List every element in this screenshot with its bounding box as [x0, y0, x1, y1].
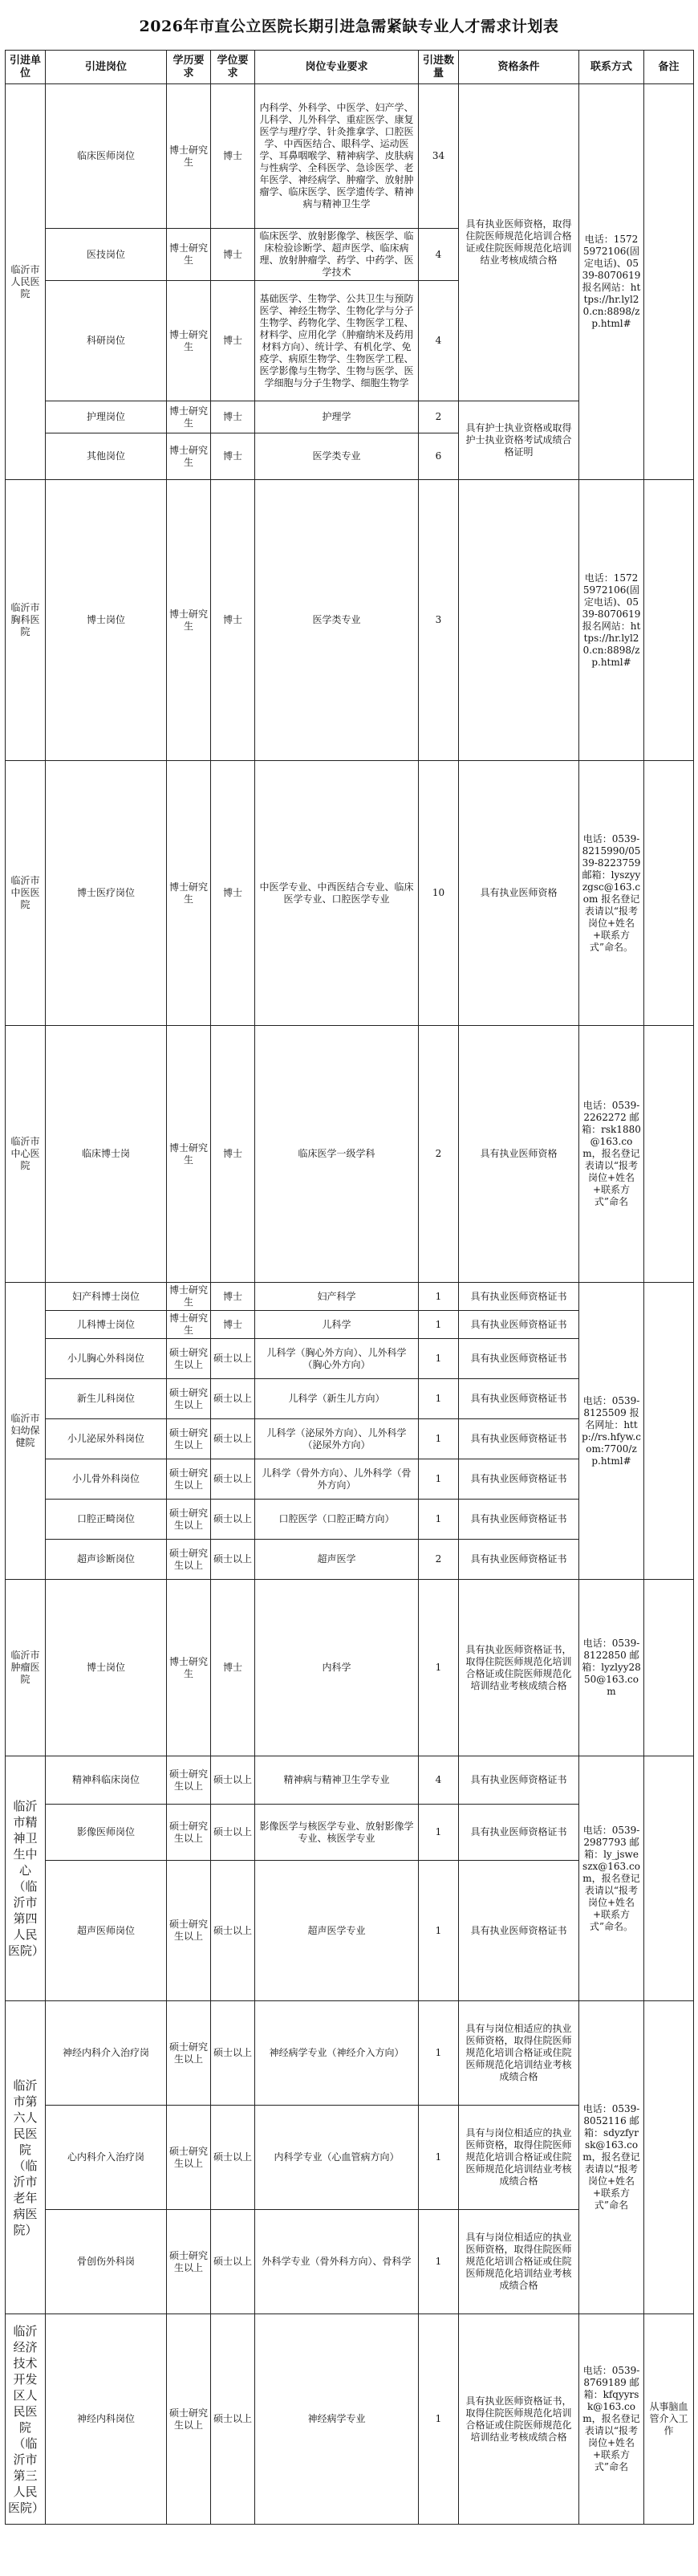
post-name: 神经内科介入治疗岗: [46, 2001, 167, 2106]
post-name: 科研岗位: [46, 281, 167, 401]
education-requirement: 硕士研究生以上: [167, 1379, 211, 1419]
major-requirement: 基础医学、生物学、公共卫生与预防医学、神经生物学、生物化学与分子生物学、药物化学、生物医学工程、材料学、应用化学（肿瘤纳米及药用材料方向）、统计学、有机化学、免疫学、病原生物学、生物医学工程、医学影像与生物学、生物与医学、医学细胞与分子生物学、细胞生物学: [255, 281, 419, 401]
header-contact: 联系方式: [579, 51, 644, 84]
hire-count: 1: [419, 1500, 459, 1540]
education-requirement: 博士研究生: [167, 1283, 211, 1311]
post-name: 心内科介入治疗岗: [46, 2106, 167, 2210]
degree-requirement: 博士: [211, 433, 255, 480]
unit-name: 临沂经济技术开发区人民医院（临沂市第三人民医院）: [6, 2314, 46, 2525]
degree-requirement: 硕士以上: [211, 1419, 255, 1459]
education-requirement: 硕士研究生以上: [167, 1540, 211, 1580]
qualification: 具有与岗位相适应的执业医师资格，取得住院医师规范化培训合格证或住院医师规范化培训结业考核成绩合格: [459, 2210, 579, 2314]
major-requirement: 儿科学（新生儿方向）: [255, 1379, 419, 1419]
remark: [644, 1283, 694, 1580]
post-name: 骨创伤外科岗: [46, 2210, 167, 2314]
qualification: 具有执业医师资格证书: [459, 1379, 579, 1419]
hire-count: 4: [419, 1756, 459, 1805]
education-requirement: 博士研究生: [167, 433, 211, 480]
education-requirement: 硕士研究生以上: [167, 2210, 211, 2314]
unit-name: 临沂市妇幼保健院: [6, 1283, 46, 1580]
degree-requirement: 博士: [211, 1283, 255, 1311]
post-name: 医技岗位: [46, 229, 167, 281]
table-row: [6, 761, 694, 1026]
contact-info: 电话：15725972106(固定电话)、0539-8070619 报名网站：https://hr.lyl20.cn:8898/zp.html#: [579, 480, 644, 761]
hire-count: 1: [419, 1861, 459, 2001]
document-title: 2026年市直公立医院长期引进急需紧缺专业人才需求计划表: [139, 18, 559, 35]
table-row: [6, 2314, 694, 2525]
hire-count: 1: [419, 2314, 459, 2525]
major-requirement: 儿科学（骨外方向）、儿外科学（骨外方向）: [255, 1459, 419, 1500]
major-requirement: 口腔医学（口腔正畸方向）: [255, 1500, 419, 1540]
unit-name: 临沂市第六人民医院（临沂市老年病医院）: [6, 2001, 46, 2314]
unit-name: 临沂市中医医院: [6, 761, 46, 1026]
major-requirement: 儿科学（胸心外方向）、儿外科学（胸心外方向）: [255, 1339, 419, 1379]
unit-name: 临沂市肿瘤医院: [6, 1580, 46, 1756]
hire-count: 4: [419, 281, 459, 401]
education-requirement: 硕士研究生以上: [167, 1861, 211, 2001]
hire-count: 6: [419, 433, 459, 480]
remark: [644, 1756, 694, 2001]
hire-count: 1: [419, 1580, 459, 1756]
post-name: 博士岗位: [46, 480, 167, 761]
education-requirement: 硕士研究生以上: [167, 1419, 211, 1459]
table-row: [6, 1026, 694, 1283]
education-requirement: 硕士研究生以上: [167, 1756, 211, 1805]
major-requirement: 医学类专业: [255, 480, 419, 761]
post-name: 影像医师岗位: [46, 1805, 167, 1861]
unit-name: 临沂市胸科医院: [6, 480, 46, 761]
degree-requirement: 硕士以上: [211, 1459, 255, 1500]
post-name: 小儿泌尿外科岗位: [46, 1419, 167, 1459]
hire-count: 1: [419, 1311, 459, 1339]
remark: [644, 1580, 694, 1756]
table-row: [6, 2001, 694, 2106]
qualification: 具有执业医师资格证书: [459, 1500, 579, 1540]
post-name: 博士医疗岗位: [46, 761, 167, 1026]
post-name: 新生儿科岗位: [46, 1379, 167, 1419]
qualification: 具有执业医师资格: [459, 761, 579, 1026]
hire-count: 4: [419, 229, 459, 281]
contact-info: 电话：0539-2987793 邮箱：ly_jsweszx@163.com，报名登记表请以“报考岗位+姓名+联系方式”命名。: [579, 1756, 644, 2001]
major-requirement: 神经病学专业: [255, 2314, 419, 2525]
major-requirement: 影像医学与核医学专业、放射影像学专业、核医学专业: [255, 1805, 419, 1861]
degree-requirement: 博士: [211, 401, 255, 433]
hire-count: 1: [419, 2001, 459, 2106]
qualification: 具有执业医师资格证书: [459, 1459, 579, 1500]
table-row: [6, 1580, 694, 1756]
post-name: 小儿胸心外科岗位: [46, 1339, 167, 1379]
hire-count: 10: [419, 761, 459, 1026]
major-requirement: 护理学: [255, 401, 419, 433]
hire-count: 1: [419, 2106, 459, 2210]
degree-requirement: 博士: [211, 1026, 255, 1283]
degree-requirement: 博士: [211, 229, 255, 281]
qualification: 具有执业医师资格证书，取得住院医师规范化培训合格证或住院医师规范化培训结业考核成绩合格: [459, 2314, 579, 2525]
qualification: 具有执业医师资格证书: [459, 1311, 579, 1339]
contact-info: 电话：0539-8125509 报名网址：http://rs.hfyw.com:7700/zp.html#: [579, 1283, 644, 1580]
qualification: 具有执业医师资格证书: [459, 1540, 579, 1580]
header-qualification: 资格条件: [459, 51, 579, 84]
table-row: [6, 84, 694, 229]
post-name: 护理岗位: [46, 401, 167, 433]
table-row: [6, 480, 694, 761]
hire-count: 1: [419, 1379, 459, 1419]
education-requirement: 硕士研究生以上: [167, 2106, 211, 2210]
degree-requirement: 硕士以上: [211, 1805, 255, 1861]
education-requirement: 博士研究生: [167, 1026, 211, 1283]
degree-requirement: 博士: [211, 1580, 255, 1756]
contact-info: 电话：0539-8769189 邮箱：kfqyyrsk@163.com，报名登记表请以“报考岗位+姓名+联系方式”命名: [579, 2314, 644, 2525]
degree-requirement: 硕士以上: [211, 1379, 255, 1419]
major-requirement: 儿科学: [255, 1311, 419, 1339]
header-education: 学历要求: [167, 51, 211, 84]
major-requirement: 中医学专业、中西医结合专业、临床医学专业、口腔医学专业: [255, 761, 419, 1026]
degree-requirement: 硕士以上: [211, 2106, 255, 2210]
degree-requirement: 博士: [211, 480, 255, 761]
qualification: 具有与岗位相适应的执业医师资格，取得住院医师规范化培训合格证或住院医师规范化培训结业考核成绩合格: [459, 2001, 579, 2106]
post-name: 超声医师岗位: [46, 1861, 167, 2001]
education-requirement: 硕士研究生以上: [167, 2314, 211, 2525]
education-requirement: 博士研究生: [167, 1311, 211, 1339]
post-name: 精神科临床岗位: [46, 1756, 167, 1805]
talent-plan-table: [5, 50, 694, 2525]
major-requirement: 临床医学一级学科: [255, 1026, 419, 1283]
hire-count: 1: [419, 1339, 459, 1379]
hire-count: 34: [419, 84, 459, 229]
degree-requirement: 硕士以上: [211, 1756, 255, 1805]
qualification: 具有执业医师资格证书: [459, 1419, 579, 1459]
education-requirement: 硕士研究生以上: [167, 1805, 211, 1861]
education-requirement: 博士研究生: [167, 761, 211, 1026]
degree-requirement: 硕士以上: [211, 2210, 255, 2314]
qualification: 具有护士执业资格或取得护士执业资格考试成绩合格证明: [459, 401, 579, 480]
major-requirement: 神经病学专业（神经介入方向）: [255, 2001, 419, 2106]
education-requirement: 博士研究生: [167, 480, 211, 761]
major-requirement: 内科学: [255, 1580, 419, 1756]
degree-requirement: 博士: [211, 84, 255, 229]
hire-count: 1: [419, 1419, 459, 1459]
post-name: 神经内科岗位: [46, 2314, 167, 2525]
header-unit: 引进单位: [6, 51, 46, 84]
post-name: 其他岗位: [46, 433, 167, 480]
degree-requirement: 硕士以上: [211, 1540, 255, 1580]
qualification: 具有执业医师资格证书，取得住院医师规范化培训合格证或住院医师规范化培训结业考核成绩合格: [459, 1580, 579, 1756]
qualification: 具有执业医师资格证书: [459, 1283, 579, 1311]
major-requirement: 超声医学专业: [255, 1861, 419, 2001]
header-count: 引进数量: [419, 51, 459, 84]
hire-count: 1: [419, 1805, 459, 1861]
education-requirement: 博士研究生: [167, 281, 211, 401]
remark: 从事脑血管介入工作: [644, 2314, 694, 2525]
education-requirement: 博士研究生: [167, 401, 211, 433]
post-name: 博士岗位: [46, 1580, 167, 1756]
education-requirement: 硕士研究生以上: [167, 1459, 211, 1500]
major-requirement: 超声医学: [255, 1540, 419, 1580]
unit-name: 临沂市人民医院: [6, 84, 46, 480]
hire-count: 2: [419, 1026, 459, 1283]
qualification: 具有执业医师资格: [459, 1026, 579, 1283]
table-row: [6, 1756, 694, 1805]
hire-count: 1: [419, 2210, 459, 2314]
remark: [644, 480, 694, 761]
education-requirement: 博士研究生: [167, 84, 211, 229]
header-row: [6, 51, 694, 84]
major-requirement: 内科学专业（心血管病方向）: [255, 2106, 419, 2210]
major-requirement: 内科学、外科学、中医学、妇产学、儿科学、儿外科学、重症医学、康复医学与理疗学、针灸推拿学、口腔医学、中西医结合、眼科学、运动医学、耳鼻咽喉学、精神病学、皮肤病与性病学、全科医学、急诊医学、老年医学、神经病学、肿瘤学、放射肿瘤学、临床医学、医学遗传学、精神病与精神卫生学: [255, 84, 419, 229]
post-name: 儿科博士岗位: [46, 1311, 167, 1339]
contact-info: 电话：0539-8215990/0539-8223759 邮箱：lyszyyzgsc@163.com 报名登记表请以“报考岗位+姓名+联系方式”命名。: [579, 761, 644, 1026]
degree-requirement: 硕士以上: [211, 2314, 255, 2525]
qualification: 具有执业医师资格证书: [459, 1805, 579, 1861]
contact-info: 电话：15725972106(固定电话)、0539-8070619 报名网站：https://hr.lyl20.cn:8898/zp.html#: [579, 84, 644, 480]
degree-requirement: 博士: [211, 1311, 255, 1339]
table-row: [6, 1283, 694, 1311]
major-requirement: 精神病与精神卫生学专业: [255, 1756, 419, 1805]
hire-count: 3: [419, 480, 459, 761]
header-degree: 学位要求: [211, 51, 255, 84]
qualification: 具有执业医师资格证书: [459, 1861, 579, 2001]
unit-name: 临沂市精神卫生中心（临沂市第四人民医院）: [6, 1756, 46, 2001]
hire-count: 1: [419, 1283, 459, 1311]
remark: [644, 1026, 694, 1283]
remark: [644, 84, 694, 480]
qualification: 具有与岗位相适应的执业医师资格，取得住院医师规范化培训合格证或住院医师规范化培训结业考核成绩合格: [459, 2106, 579, 2210]
post-name: 小儿骨外科岗位: [46, 1459, 167, 1500]
contact-info: 电话：0539-2262272 邮箱：rsk1880@163.com，报名登记表请以“报考岗位+姓名+联系方式”命名: [579, 1026, 644, 1283]
header-major: 岗位专业要求: [255, 51, 419, 84]
post-name: 超声诊断岗位: [46, 1540, 167, 1580]
degree-requirement: 硕士以上: [211, 1500, 255, 1540]
contact-info: 电话：0539-8122850 邮箱：lyzlyy2850@163.com: [579, 1580, 644, 1756]
degree-requirement: 硕士以上: [211, 1861, 255, 2001]
hire-count: 2: [419, 401, 459, 433]
post-name: 妇产科博士岗位: [46, 1283, 167, 1311]
post-name: 临床医师岗位: [46, 84, 167, 229]
qualification: 具有执业医师资格证书: [459, 1756, 579, 1805]
qualification: 具有执业医师资格，取得住院医师规范化培训合格证或住院医师规范化培训结业考核成绩合格: [459, 84, 579, 401]
qualification: [459, 480, 579, 761]
remark: [644, 761, 694, 1026]
hire-count: 2: [419, 1540, 459, 1580]
education-requirement: 硕士研究生以上: [167, 2001, 211, 2106]
header-post: 引进岗位: [46, 51, 167, 84]
education-requirement: 硕士研究生以上: [167, 1500, 211, 1540]
degree-requirement: 硕士以上: [211, 1339, 255, 1379]
post-name: 口腔正畸岗位: [46, 1500, 167, 1540]
major-requirement: 儿科学（泌尿外方向）、儿外科学（泌尿外方向）: [255, 1419, 419, 1459]
contact-info: 电话：0539-8052116 邮箱：sdyzfyrsk@163.com，报名登记表请以“报考岗位+姓名+联系方式”命名: [579, 2001, 644, 2314]
header-note: 备注: [644, 51, 694, 84]
qualification: 具有执业医师资格证书: [459, 1339, 579, 1379]
hire-count: 1: [419, 1459, 459, 1500]
education-requirement: 博士研究生: [167, 229, 211, 281]
degree-requirement: 博士: [211, 281, 255, 401]
major-requirement: 临床医学、放射影像学、核医学、临床检验诊断学、超声医学、临床病理、放射肿瘤学、药学、中药学、医学技术: [255, 229, 419, 281]
remark: [644, 2001, 694, 2314]
major-requirement: 妇产科学: [255, 1283, 419, 1311]
education-requirement: 硕士研究生以上: [167, 1339, 211, 1379]
post-name: 临床博士岗: [46, 1026, 167, 1283]
unit-name: 临沂市中心医院: [6, 1026, 46, 1283]
major-requirement: 医学类专业: [255, 433, 419, 480]
major-requirement: 外科学专业（骨外科方向）、骨科学: [255, 2210, 419, 2314]
degree-requirement: 博士: [211, 761, 255, 1026]
education-requirement: 博士研究生: [167, 1580, 211, 1756]
degree-requirement: 硕士以上: [211, 2001, 255, 2106]
